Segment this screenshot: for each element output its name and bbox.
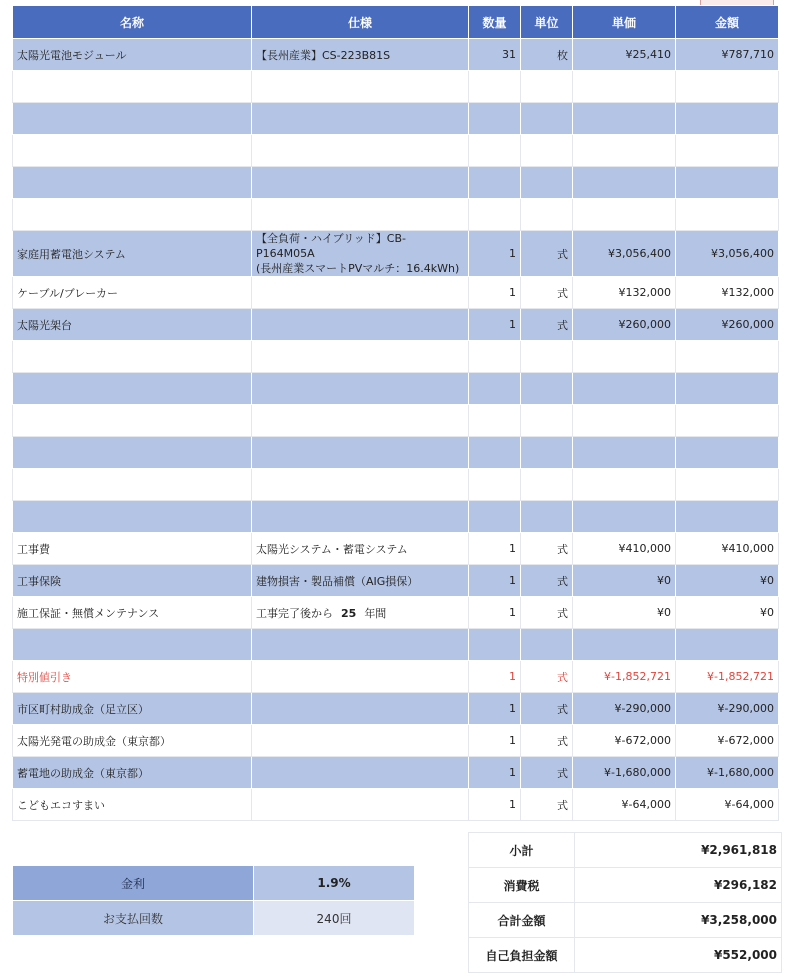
item-name-cell [13, 405, 252, 437]
table-row [13, 405, 779, 437]
item-price-cell: ¥260,000 [573, 309, 676, 341]
item-amount-cell [676, 629, 779, 661]
item-price-cell [573, 373, 676, 405]
item-price-cell: ¥-64,000 [573, 789, 676, 821]
table-row [13, 789, 779, 821]
table-row [13, 757, 779, 789]
item-amount-cell: ¥3,056,400 [676, 231, 779, 277]
col-header-qty: 数量 [469, 6, 521, 39]
item-amount-cell: ¥132,000 [676, 277, 779, 309]
table-row [13, 71, 779, 103]
item-amount-cell [676, 405, 779, 437]
total-value: ¥3,258,000 [575, 903, 782, 938]
item-qty-cell [469, 373, 521, 405]
tax-row [469, 868, 782, 903]
total-label: 合計金額 [469, 903, 575, 938]
item-unit-cell: 式 [521, 725, 573, 757]
item-price-cell: ¥-1,680,000 [573, 757, 676, 789]
col-header-unit: 単位 [521, 6, 573, 39]
item-amount-cell [676, 373, 779, 405]
item-name-cell: 工事保険 [13, 565, 252, 597]
tax-value: ¥296,182 [575, 868, 782, 903]
payments-label: お支払回数 [13, 901, 254, 936]
item-qty-cell: 1 [469, 693, 521, 725]
item-name-cell [13, 103, 252, 135]
item-spec-cell [252, 199, 469, 231]
item-price-cell: ¥132,000 [573, 277, 676, 309]
item-qty-cell [469, 71, 521, 103]
interest-value: 1.9% [254, 866, 415, 901]
item-unit-cell: 式 [521, 597, 573, 629]
item-name-cell [13, 437, 252, 469]
item-name-cell: 工事費 [13, 533, 252, 565]
item-spec-cell [252, 437, 469, 469]
item-amount-cell [676, 199, 779, 231]
item-price-cell: ¥410,000 [573, 533, 676, 565]
item-name-cell: 市区町村助成金（足立区） [13, 693, 252, 725]
table-row [13, 437, 779, 469]
item-unit-cell [521, 501, 573, 533]
item-unit-cell [521, 629, 573, 661]
item-amount-cell [676, 135, 779, 167]
self-pay-label: 自己負担金額 [469, 938, 575, 973]
item-spec-cell [252, 757, 469, 789]
item-name-cell [13, 629, 252, 661]
item-name-cell [13, 167, 252, 199]
item-name-cell: 家庭用蓄電池システム [13, 231, 252, 277]
item-qty-cell: 1 [469, 565, 521, 597]
item-amount-cell [676, 341, 779, 373]
item-spec-cell [252, 71, 469, 103]
item-name-cell [13, 135, 252, 167]
item-amount-cell: ¥260,000 [676, 309, 779, 341]
item-spec-cell: 太陽光システム・蓄電システム [252, 533, 469, 565]
item-spec-cell [252, 693, 469, 725]
subtotal-label: 小計 [469, 833, 575, 868]
item-price-cell [573, 167, 676, 199]
item-qty-cell: 1 [469, 661, 521, 693]
item-name-cell: ケーブル/ブレーカー [13, 277, 252, 309]
item-qty-cell [469, 469, 521, 501]
item-qty-cell [469, 405, 521, 437]
table-row [13, 39, 779, 71]
item-unit-cell [521, 71, 573, 103]
item-spec-cell [252, 597, 469, 629]
item-unit-cell [521, 167, 573, 199]
item-amount-cell [676, 103, 779, 135]
item-amount-cell: ¥-64,000 [676, 789, 779, 821]
table-row [13, 693, 779, 725]
table-row [13, 135, 779, 167]
item-name-cell [13, 199, 252, 231]
item-qty-cell: 1 [469, 725, 521, 757]
item-name-cell: 太陽光発電の助成金（東京都） [13, 725, 252, 757]
item-amount-cell [676, 437, 779, 469]
subtotal-row [469, 833, 782, 868]
table-row [13, 661, 779, 693]
item-unit-cell: 式 [521, 789, 573, 821]
item-amount-cell: ¥-1,852,721 [676, 661, 779, 693]
item-price-cell: ¥-290,000 [573, 693, 676, 725]
item-unit-cell [521, 469, 573, 501]
item-name-cell: 太陽光架台 [13, 309, 252, 341]
item-qty-cell [469, 103, 521, 135]
item-spec-cell [252, 501, 469, 533]
item-amount-cell: ¥0 [676, 565, 779, 597]
item-unit-cell [521, 437, 573, 469]
table-row [13, 199, 779, 231]
item-price-cell: ¥0 [573, 565, 676, 597]
item-unit-cell: 式 [521, 231, 573, 277]
item-name-cell [13, 341, 252, 373]
item-price-cell [573, 629, 676, 661]
warranty-years: 25 [341, 606, 357, 620]
item-price-cell [573, 341, 676, 373]
item-name-cell: 太陽光電池モジュール [13, 39, 252, 71]
item-qty-cell [469, 501, 521, 533]
col-header-unit-price: 単価 [573, 6, 676, 39]
item-qty-cell: 31 [469, 39, 521, 71]
item-price-cell [573, 501, 676, 533]
item-spec-cell [252, 167, 469, 199]
item-qty-cell: 1 [469, 597, 521, 629]
item-name-cell [13, 501, 252, 533]
item-qty-cell: 1 [469, 533, 521, 565]
col-header-name: 名称 [13, 6, 252, 39]
item-amount-cell: ¥0 [676, 597, 779, 629]
item-qty-cell: 1 [469, 789, 521, 821]
item-amount-cell [676, 167, 779, 199]
item-name-cell: こどもエコすまい [13, 789, 252, 821]
item-qty-cell: 1 [469, 757, 521, 789]
table-row [13, 629, 779, 661]
item-name-cell: 施工保証・無償メンテナンス [13, 597, 252, 629]
totals-table [468, 832, 782, 973]
item-price-cell [573, 405, 676, 437]
item-name-cell [13, 469, 252, 501]
item-name-cell: 蓄電地の助成金（東京都） [13, 757, 252, 789]
item-amount-cell: ¥-1,680,000 [676, 757, 779, 789]
item-amount-cell: ¥787,710 [676, 39, 779, 71]
item-price-cell [573, 199, 676, 231]
item-price-cell: ¥25,410 [573, 39, 676, 71]
item-qty-cell [469, 199, 521, 231]
item-spec-cell [252, 103, 469, 135]
item-spec-cell [252, 135, 469, 167]
item-qty-cell [469, 167, 521, 199]
item-spec-cell: 【長州産業】CS-223B81S [252, 39, 469, 71]
tax-label: 消費税 [469, 868, 575, 903]
item-spec-cell [252, 629, 469, 661]
header-row [13, 6, 779, 39]
table-row [13, 501, 779, 533]
table-row [13, 533, 779, 565]
table-row [13, 373, 779, 405]
warranty-suffix: 年間 [364, 606, 387, 620]
col-header-amount: 金額 [676, 6, 779, 39]
interest-row [13, 866, 415, 901]
item-amount-cell: ¥-290,000 [676, 693, 779, 725]
warranty-prefix: 工事完了後から [256, 606, 333, 620]
item-unit-cell [521, 103, 573, 135]
item-name-cell [13, 373, 252, 405]
table-row [13, 725, 779, 757]
table-row [13, 167, 779, 199]
item-name-cell [13, 71, 252, 103]
item-unit-cell: 式 [521, 565, 573, 597]
item-amount-cell: ¥410,000 [676, 533, 779, 565]
subtotal-value: ¥2,961,818 [575, 833, 782, 868]
item-price-cell: ¥-672,000 [573, 725, 676, 757]
col-header-spec: 仕様 [252, 6, 469, 39]
item-name-cell: 特別値引き [13, 661, 252, 693]
item-qty-cell [469, 629, 521, 661]
total-row [469, 903, 782, 938]
item-price-cell [573, 437, 676, 469]
item-spec-cell [252, 405, 469, 437]
item-price-cell [573, 135, 676, 167]
item-unit-cell [521, 405, 573, 437]
item-unit-cell: 式 [521, 533, 573, 565]
spec-line-1: 【全負荷・ハイブリッド】CB-P164M05A [256, 232, 406, 260]
item-unit-cell: 式 [521, 309, 573, 341]
table-row [13, 103, 779, 135]
item-spec-cell [252, 373, 469, 405]
item-spec-cell [252, 309, 469, 341]
item-unit-cell [521, 341, 573, 373]
estimate-sheet [12, 5, 778, 821]
item-price-cell: ¥-1,852,721 [573, 661, 676, 693]
table-row [13, 469, 779, 501]
item-spec-cell [252, 725, 469, 757]
item-price-cell [573, 469, 676, 501]
item-price-cell: ¥3,056,400 [573, 231, 676, 277]
item-unit-cell [521, 199, 573, 231]
item-qty-cell [469, 437, 521, 469]
table-row [13, 277, 779, 309]
item-price-cell [573, 103, 676, 135]
table-row [13, 565, 779, 597]
item-amount-cell: ¥-672,000 [676, 725, 779, 757]
interest-label: 金利 [13, 866, 254, 901]
item-spec-cell: 建物損害・製品補償（AIG損保） [252, 565, 469, 597]
item-amount-cell [676, 469, 779, 501]
item-spec-cell [252, 231, 469, 277]
item-unit-cell: 式 [521, 693, 573, 725]
item-unit-cell: 式 [521, 277, 573, 309]
item-qty-cell: 1 [469, 309, 521, 341]
item-unit-cell [521, 135, 573, 167]
item-price-cell [573, 71, 676, 103]
table-row [13, 341, 779, 373]
item-unit-cell: 式 [521, 661, 573, 693]
self-pay-value: ¥552,000 [575, 938, 782, 973]
payments-row [13, 901, 415, 936]
financing-table [12, 865, 415, 936]
item-qty-cell: 1 [469, 231, 521, 277]
table-row [13, 231, 779, 277]
item-unit-cell [521, 373, 573, 405]
item-qty-cell: 1 [469, 277, 521, 309]
item-unit-cell: 式 [521, 757, 573, 789]
item-spec-cell [252, 469, 469, 501]
item-spec-cell [252, 789, 469, 821]
table-row [13, 597, 779, 629]
item-spec-cell [252, 341, 469, 373]
item-qty-cell [469, 135, 521, 167]
item-unit-cell: 枚 [521, 39, 573, 71]
item-spec-cell [252, 661, 469, 693]
item-qty-cell [469, 341, 521, 373]
item-amount-cell [676, 501, 779, 533]
self-pay-row [469, 938, 782, 973]
payments-value: 240回 [254, 901, 415, 936]
spec-line-2: (長州産業スマートPVマルチ：16.4kWh) [256, 262, 460, 275]
item-amount-cell [676, 71, 779, 103]
table-row [13, 309, 779, 341]
item-price-cell: ¥0 [573, 597, 676, 629]
estimate-table [12, 5, 779, 821]
item-spec-cell [252, 277, 469, 309]
